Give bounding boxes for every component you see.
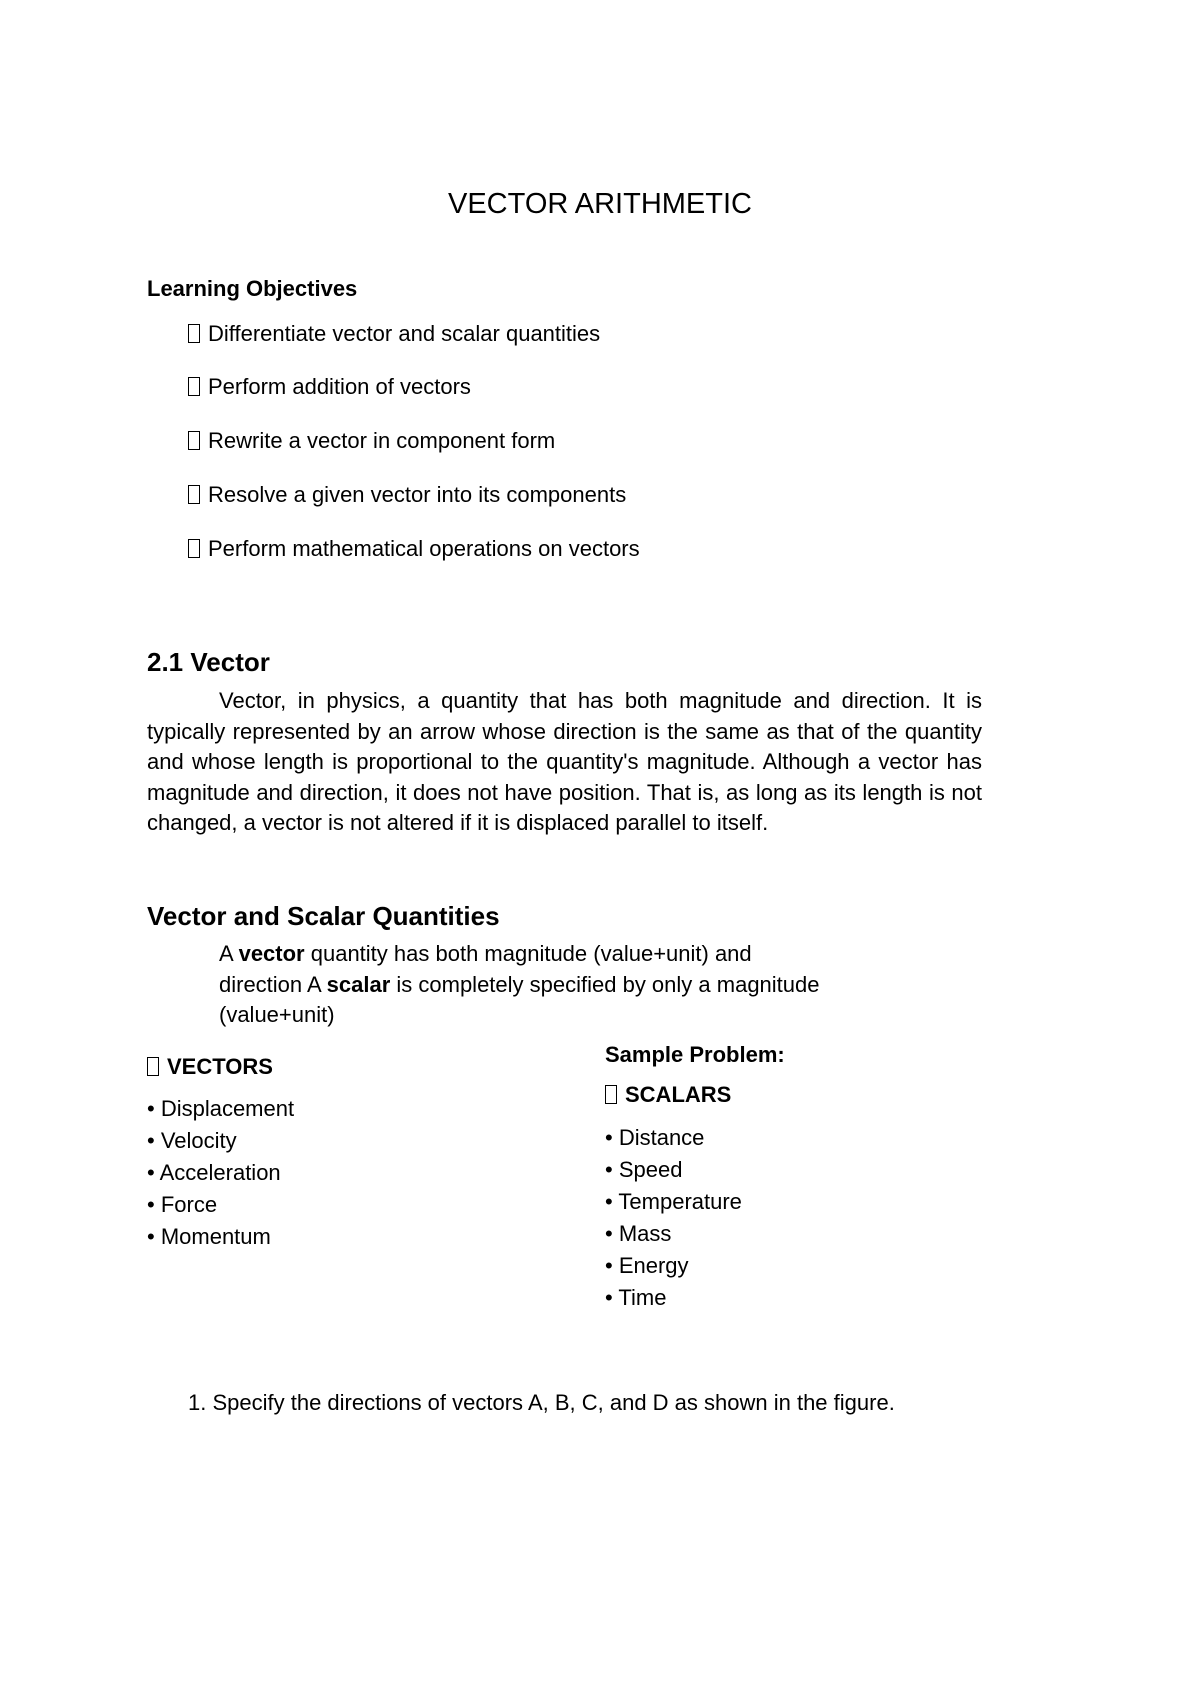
list-item: • Time <box>605 1285 667 1310</box>
vectors-list-label: VECTORS <box>147 1053 273 1081</box>
list-item: • Acceleration <box>147 1160 281 1185</box>
missing-glyph-icon <box>147 1057 159 1076</box>
objective-item: Rewrite a vector in component form <box>188 427 555 455</box>
missing-glyph-icon <box>188 377 200 396</box>
list-item: • Distance <box>605 1125 705 1150</box>
scalars-list-label: SCALARS <box>605 1081 731 1109</box>
document-title: VECTOR ARITHMETIC <box>448 188 752 220</box>
vector-scalar-heading: Vector and Scalar Quantities <box>147 901 500 931</box>
list-item: • Speed <box>605 1157 683 1182</box>
missing-glyph-icon <box>188 539 200 558</box>
sample-problem-label: Sample Problem: <box>605 1042 785 1067</box>
list-item: • Temperature <box>605 1189 742 1214</box>
scalars-list <box>605 1122 742 1314</box>
vector-definition-paragraph: Vector, in physics, a quantity that has both magnitude and direction. It is typically represented by an arrow whose direction is the same as that of the quantity and whose length is proportional to the quantity's magnitude. Although a vector has magnitude and direction, it does not have position. That is, as long as its length is not changed, a vector is not altered if it is displaced parallel to itself. <box>147 688 982 836</box>
list-item: • Velocity <box>147 1128 237 1153</box>
list-item: • Displacement <box>147 1096 295 1121</box>
list-item: • Momentum <box>147 1224 271 1249</box>
list-item: • Force <box>147 1192 218 1217</box>
objective-item: Differentiate vector and scalar quantities <box>188 320 600 348</box>
missing-glyph-icon <box>605 1085 617 1104</box>
objective-item: Perform addition of vectors <box>188 373 471 401</box>
missing-glyph-icon <box>188 324 200 343</box>
missing-glyph-icon <box>188 431 200 450</box>
list-item: • Mass <box>605 1221 672 1246</box>
objective-item: Resolve a given vector into its components <box>188 481 626 509</box>
list-item: • Energy <box>605 1253 689 1278</box>
scalar-term: scalar <box>326 971 391 997</box>
vector-scalar-definition: A vector quantity has both magnitude (value+unit) and direction A scalar is completely specified by only a magnitude (value+unit) <box>219 941 820 1028</box>
vector-term: vector <box>238 941 305 966</box>
vectors-list <box>147 1093 294 1253</box>
objective-item: Perform mathematical operations on vectors <box>188 535 640 563</box>
section-vector-heading: 2.1 Vector <box>147 647 270 677</box>
learning-objectives-heading: Learning Objectives <box>147 276 358 301</box>
sample-problem-1: 1. Specify the directions of vectors A, B, C, and D as shown in the figure. <box>188 1390 895 1415</box>
missing-glyph-icon <box>188 485 200 504</box>
